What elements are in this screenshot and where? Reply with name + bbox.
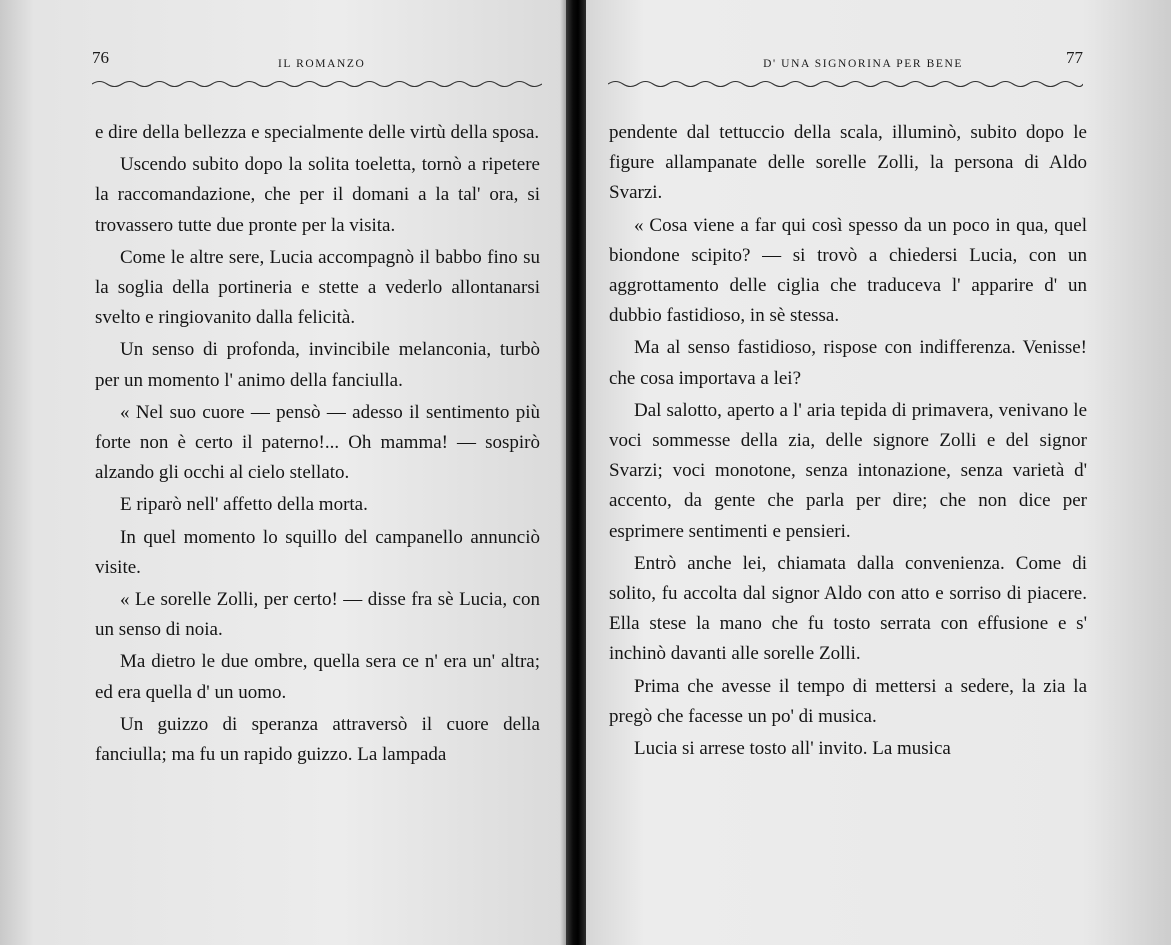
- right-page: [586, 0, 1171, 945]
- decorative-wavy-rule: [608, 78, 1083, 90]
- paragraph: pendente dal tettuccio della scala, illuminò, subito dopo le figure allampanate delle sorelle Zolli, la persona di Aldo Svarzi.: [609, 122, 1087, 204]
- paragraph: Un guizzo di speranza attraversò il cuore della fanciulla; ma fu un rapido guizzo. La lampada: [95, 713, 540, 766]
- paragraph: e dire della bellezza e specialmente delle virtù della sposa.: [95, 122, 540, 143]
- page-number-left: 76: [92, 48, 109, 67]
- paragraph: Dal salotto, aperto a l' aria tepida di primavera, venivano le voci sommesse della zia, delle signore Zolli e del signor Svarzi; voci monotone, senza intonazione, senza varietà d' accento, da gente che parla per dire; che non dice per esprimere sentimenti e pensieri.: [609, 399, 1087, 542]
- paragraph: Come le altre sere, Lucia accompagnò il babbo fino su la soglia della portineria e stette a vederlo allontanarsi svelto e ringiovanito dalla felicità.: [95, 246, 540, 329]
- paragraph: Lucia si arrese tosto all' invito. La musica: [634, 738, 951, 760]
- right-page-body: [609, 118, 1087, 764]
- paragraph: Ma dietro le due ombre, quella sera ce n' era un' altra; ed era quella d' un uomo.: [95, 651, 540, 703]
- paragraph: E riparò nell' affetto della morta.: [120, 494, 368, 516]
- paragraph: Uscendo subito dopo la solita toeletta, tornò a ripetere la raccomandazione, che per il domani a la tal' ora, si trovassero tutte due pronte per la visita.: [95, 154, 540, 236]
- decorative-wavy-rule: [92, 78, 542, 90]
- left-page: [0, 0, 566, 945]
- right-page-header: [608, 48, 1083, 78]
- left-page-body: [95, 118, 540, 770]
- page-number-right: 77: [1066, 48, 1083, 67]
- paragraph: « Cosa viene a far qui così spesso da un poco in qua, quel biondone scipito? — si trovò a chiedersi Lucia, con un aggrottamento delle ciglia che traduceva l' apparire d' un dubbio fastidioso, in sè stessa.: [609, 214, 1087, 327]
- paragraph: « Le sorelle Zolli, per certo! — disse fra sè Lucia, con un senso di noia.: [95, 589, 540, 641]
- book-gutter: [566, 0, 586, 945]
- paragraph: Ma al senso fastidioso, rispose con indifferenza. Venisse! che cosa importava a lei?: [609, 337, 1087, 389]
- paragraph: « Nel suo cuore — pensò — adesso il sentimento più forte non è certo il paterno!... Oh mamma! — sospirò alzando gli occhi al cielo stellato.: [95, 401, 540, 484]
- paragraph: Un senso di profonda, invincibile melanconia, turbò per un momento l' animo della fanciulla.: [95, 339, 540, 391]
- running-head-right: D' UNA SIGNORINA PER BENE: [763, 58, 963, 70]
- left-page-header: [92, 48, 542, 78]
- running-head-left: IL ROMANZO: [278, 58, 366, 70]
- paragraph: In quel momento lo squillo del campanello annunciò visite.: [95, 526, 540, 578]
- paragraph: Prima che avesse il tempo di mettersi a sedere, la zia la pregò che facesse un po' di musica.: [609, 675, 1087, 727]
- paragraph: Entrò anche lei, chiamata dalla convenienza. Come di solito, fu accolta dal signor Aldo con atto e sorriso di piacere. Ella stese la mano che fu tosto serrata con effusione e s' inchinò davanti alle sorelle Zolli.: [609, 552, 1087, 665]
